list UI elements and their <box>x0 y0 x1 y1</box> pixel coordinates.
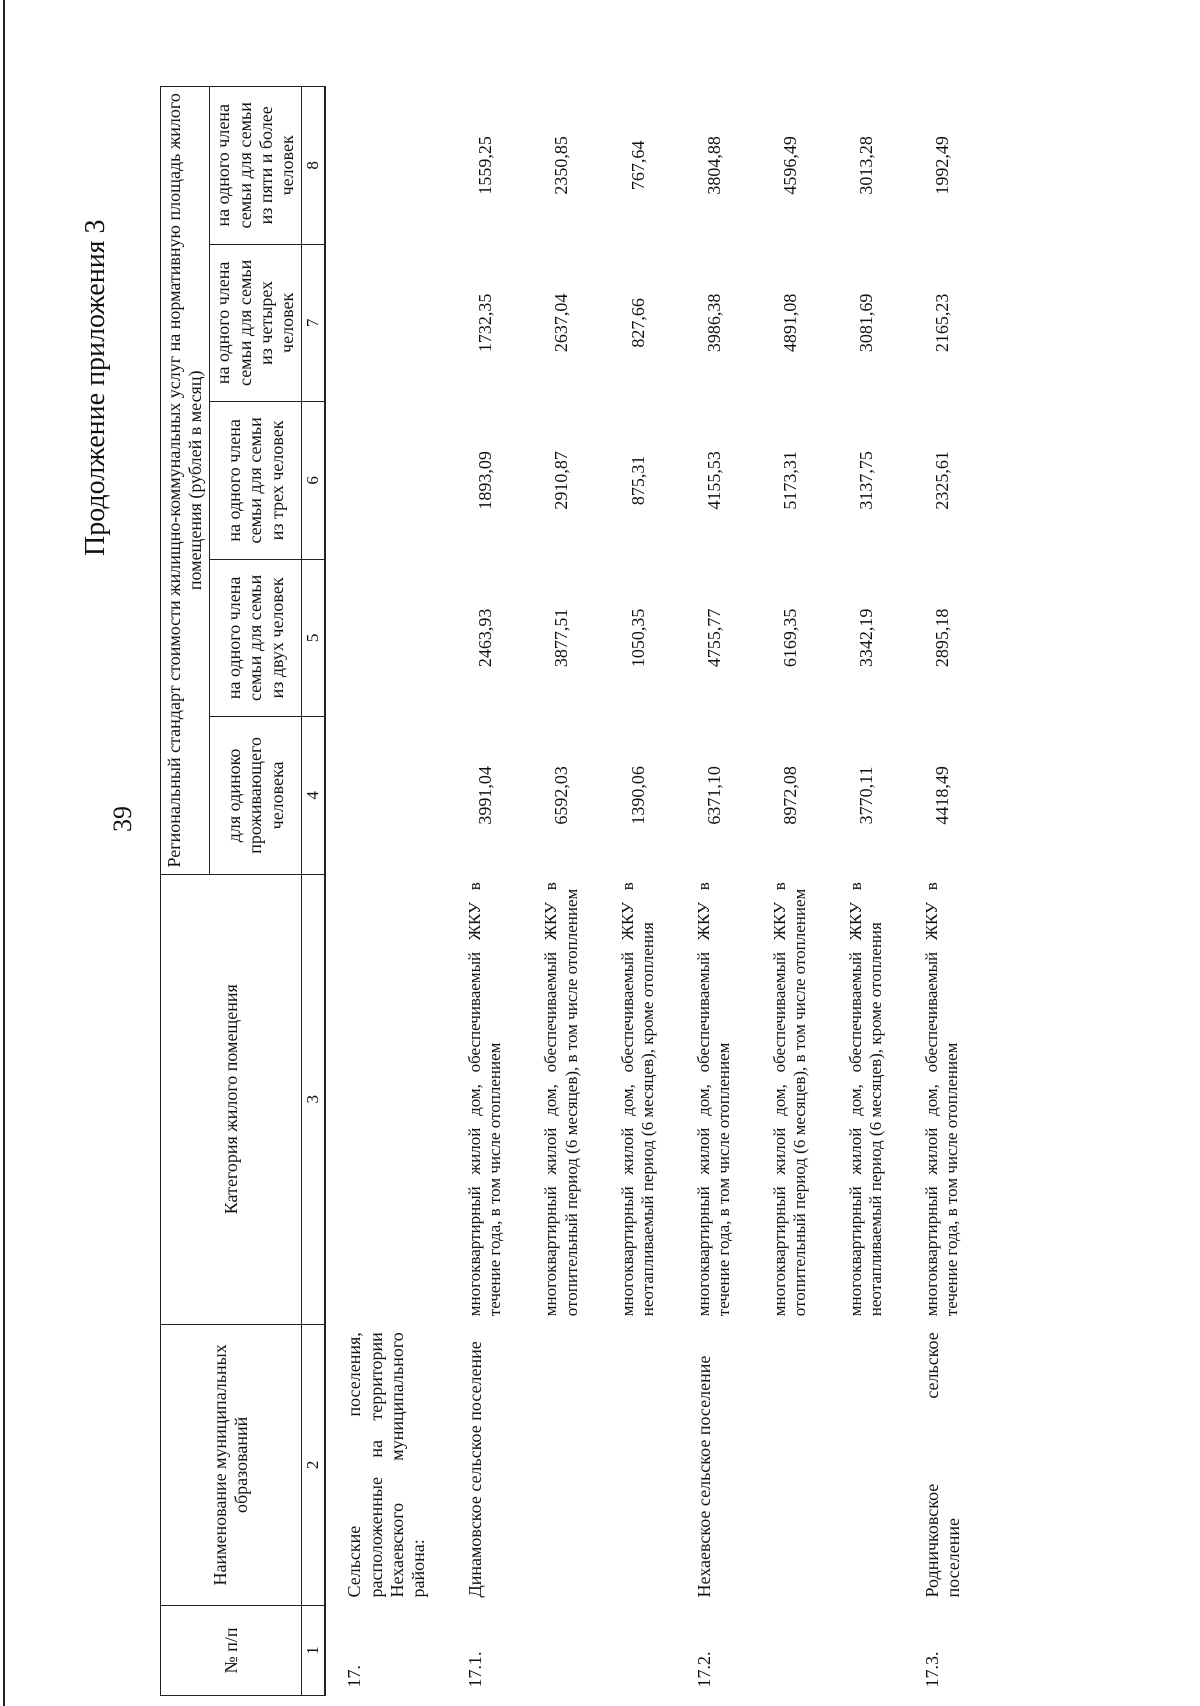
value-two: 2895,18 <box>931 608 952 668</box>
table-row <box>828 87 904 1696</box>
value-single: 3991,04 <box>475 766 496 825</box>
value-five-plus: 4596,49 <box>779 136 800 195</box>
housing-category: многоквартирный жилой дом, обеспечиваемый ЖКУ в течение года, в том числе отоплением <box>465 882 505 1317</box>
header-col-single: для одиноко проживающего человека <box>210 717 302 875</box>
column-number: 5 <box>302 559 326 717</box>
value-two: 6169,35 <box>779 608 800 668</box>
header-col-five-plus: на одного члена семьи для семьи из пяти и более человек <box>210 87 302 245</box>
value-three: 1893,09 <box>475 451 496 510</box>
value-single: 6592,03 <box>551 766 572 825</box>
value-five-plus: 3013,28 <box>855 136 876 195</box>
municipality-name <box>752 1324 828 1605</box>
header-col-two: на одного члена семьи для семьи из двух человек <box>210 559 302 717</box>
row-number <box>523 1606 599 1696</box>
table-row <box>676 87 752 1696</box>
housing-category: многоквартирный жилой дом, обеспечиваемый ЖКУ в неотапливаемый период (6 месяцев), кроме отопления <box>845 882 885 1317</box>
header-col-four: на одного члена семьи для семьи из четырех человек <box>210 244 302 402</box>
value-single: 6371,10 <box>703 766 724 825</box>
value-four: 2637,04 <box>551 293 572 353</box>
value-five-plus: 2350,85 <box>551 136 572 195</box>
table-row <box>752 87 828 1696</box>
housing-category: многоквартирный жилой дом, обеспечиваемый ЖКУ в течение года, в том числе отоплением <box>693 882 733 1317</box>
value-four: 827,66 <box>627 298 648 348</box>
value-two: 3877,51 <box>551 608 572 668</box>
value-two: 1050,35 <box>627 608 648 668</box>
value-single: 1390,06 <box>627 766 648 825</box>
column-number: 1 <box>302 1606 326 1696</box>
column-number: 8 <box>302 87 326 245</box>
column-number: 4 <box>302 717 326 875</box>
column-number: 7 <box>302 244 326 402</box>
page-number: 39 <box>108 806 137 832</box>
value-five-plus: 3804,88 <box>703 136 724 195</box>
value-two: 3342,19 <box>855 608 876 668</box>
value-five-plus: 767,64 <box>627 140 648 191</box>
row-number: 17.1. <box>465 1651 486 1688</box>
value-single: 3770,11 <box>855 766 876 825</box>
table-row <box>600 87 676 1696</box>
column-number-row <box>302 87 326 1696</box>
row-number <box>828 1606 904 1696</box>
municipality-name: Нехаевское сельское поселение <box>693 1355 714 1598</box>
housing-category: многоквартирный жилой дом, обеспечиваемый ЖКУ в неотапливаемый период (6 месяцев), кроме отопления <box>617 882 657 1317</box>
table-body <box>325 87 982 1696</box>
municipality-name: Динамовское сельское поселение <box>465 1341 486 1598</box>
header-col-name: Наименование муниципальных образований <box>161 1324 302 1605</box>
value-four: 2165,23 <box>931 293 952 353</box>
value-four: 1732,35 <box>475 293 496 353</box>
header-group-standard: Региональный стандарт стоимости жилищно-коммунальных услуг на нормативную площадь жилого помещения (рублей в месяц) <box>161 87 210 875</box>
row-number: 17.3. <box>921 1651 942 1688</box>
value-four: 3081,69 <box>855 293 876 353</box>
value-two: 2463,93 <box>475 608 496 668</box>
housing-category: многоквартирный жилой дом, обеспечиваемый ЖКУ в отопительный период (6 месяцев), в том числе отоплением <box>541 882 581 1317</box>
table-header <box>161 87 326 1696</box>
header-col-num: № п/п <box>161 1606 302 1696</box>
column-number: 2 <box>302 1324 326 1605</box>
section-name: Сельские поселения, расположенные на территории Нехаевского муниципального района: <box>344 1332 429 1598</box>
value-three: 2325,61 <box>931 451 952 510</box>
value-four: 3986,38 <box>703 293 724 353</box>
value-three: 3137,75 <box>855 451 876 510</box>
row-number <box>752 1606 828 1696</box>
section-number: 17. <box>344 1665 365 1688</box>
value-single: 8972,08 <box>779 766 800 825</box>
municipality-name <box>523 1324 599 1605</box>
continuation-title: Продолжение приложения 3 <box>80 219 111 556</box>
municipality-name: Родничковское сельское поселение <box>921 1332 964 1598</box>
value-three: 5173,31 <box>779 451 800 510</box>
housing-category: многоквартирный жилой дом, обеспечиваемый ЖКУ в течение года, в том числе отоплением <box>921 882 961 1317</box>
column-number: 6 <box>302 402 326 560</box>
row-number <box>600 1606 676 1696</box>
value-five-plus: 1992,49 <box>931 136 952 195</box>
value-five-plus: 1559,25 <box>475 136 496 195</box>
value-three: 4155,53 <box>703 451 724 510</box>
table-row <box>904 87 982 1696</box>
section-row <box>325 87 447 1696</box>
column-number: 3 <box>302 874 326 1324</box>
housing-cost-standard-table <box>160 86 982 1696</box>
header-col-three: на одного члена семьи для семьи из трех человек <box>210 402 302 560</box>
housing-category: многоквартирный жилой дом, обеспечиваемый ЖКУ в отопительный период (6 месяцев), в том числе отоплением <box>769 882 809 1317</box>
value-four: 4891,08 <box>779 293 800 353</box>
header-col-category: Категория жилого помещения <box>161 874 302 1324</box>
municipality-name <box>828 1324 904 1605</box>
value-three: 875,31 <box>627 455 648 506</box>
row-number: 17.2. <box>693 1651 714 1688</box>
value-three: 2910,87 <box>551 451 572 510</box>
table-row <box>447 87 523 1696</box>
municipality-name <box>600 1324 676 1605</box>
value-two: 4755,77 <box>703 608 724 668</box>
table-row <box>523 87 599 1696</box>
value-single: 4418,49 <box>931 766 952 825</box>
